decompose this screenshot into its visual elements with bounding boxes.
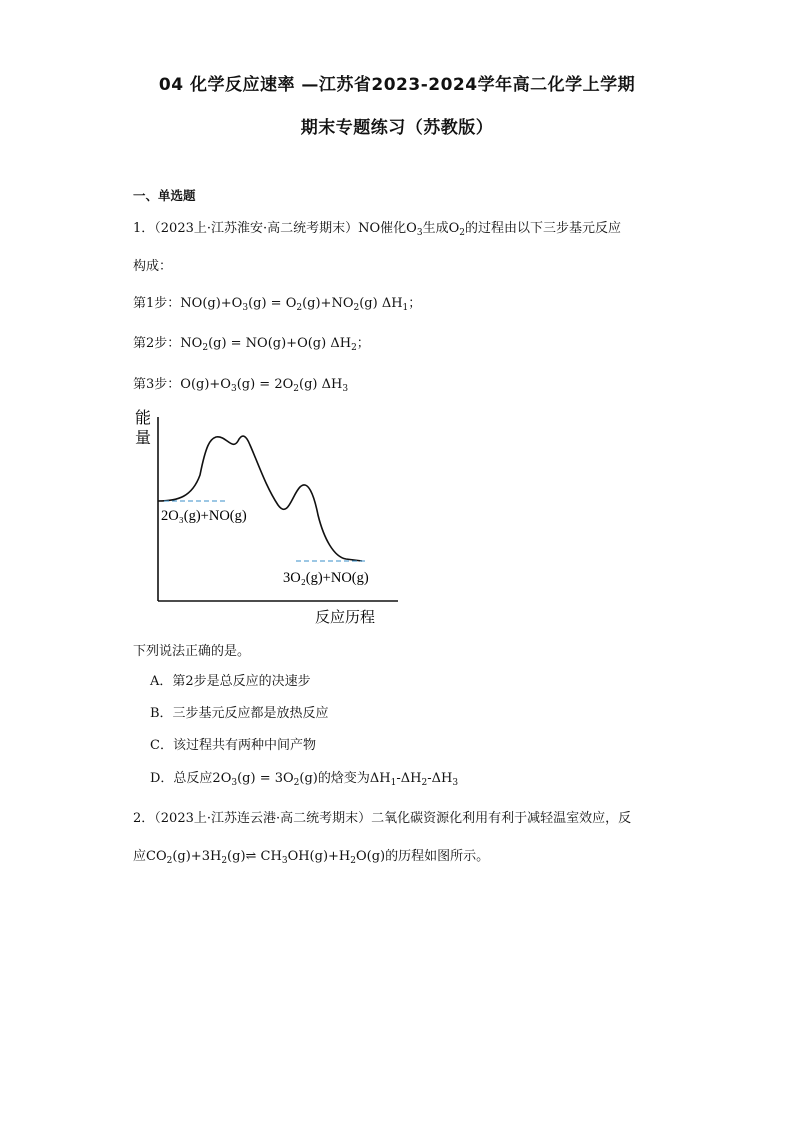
document-title-line-1: 04 化学反应速率 —江苏省2023-2024学年高二化学上学期 <box>158 75 636 95</box>
y-axis-label-2: 量 <box>135 428 152 447</box>
q1-stem-line-1: 1．（2023上·江苏淮安·高二统考期末）NO催化$O_3$生成$O_2$的过程由以下三步基元反应 <box>133 221 621 238</box>
x-axis-label: 反应历程 <box>315 608 376 626</box>
start-level-label: 2O₃(g)+NO(g) <box>161 508 247 524</box>
q1-step-1: 第1步：$NO(g)+O_3(g) = O_2(g)+NO_2(g)$ $\Delta H_1$； <box>133 296 422 313</box>
q1-question: 下列说法正确的是。 <box>133 644 251 659</box>
energy-curve <box>158 436 362 561</box>
q2-stem-line-2: 应$CO_2(g)+3H_2(g)\rightleftharpoons$ $CH_3OH(g)+H_2O(g)$的历程如图所示。 <box>133 849 490 866</box>
energy-profile-diagram <box>130 405 400 627</box>
y-axis-label-1: 能 <box>135 408 152 427</box>
section-heading: 一、单选题 <box>133 188 196 203</box>
document-title-line-2: 期末专题练习（苏教版） <box>300 118 494 138</box>
q1-option-a[interactable]: A．第2步是总反应的决速步 <box>150 674 311 689</box>
end-level-label: 3O₂(g)+NO(g) <box>283 570 369 586</box>
q1-step-3: 第3步：$O(g)+O_3(g) = 2O_2(g)$ $\Delta H_3$ <box>133 377 349 394</box>
q1-option-c[interactable]: C．该过程共有两种中间产物 <box>150 738 316 753</box>
q1-option-b[interactable]: B．三步基元反应都是放热反应 <box>150 706 329 721</box>
q1-option-d[interactable]: D．总反应$2O_3(g) = 3O_2(g)$的焓变为$\Delta H_1-\Delta H_2-\Delta H_3$ <box>150 771 459 788</box>
q1-step-2: 第2步：$NO_2(g) = NO(g)+O(g)$ $\Delta H_2$； <box>133 336 370 353</box>
q1-stem-line-2: 构成： <box>133 259 173 274</box>
q2-stem-line-1: 2．（2023上·江苏连云港·高二统考期末）二氧化碳资源化利用有利于减轻温室效应，反 <box>133 811 632 826</box>
